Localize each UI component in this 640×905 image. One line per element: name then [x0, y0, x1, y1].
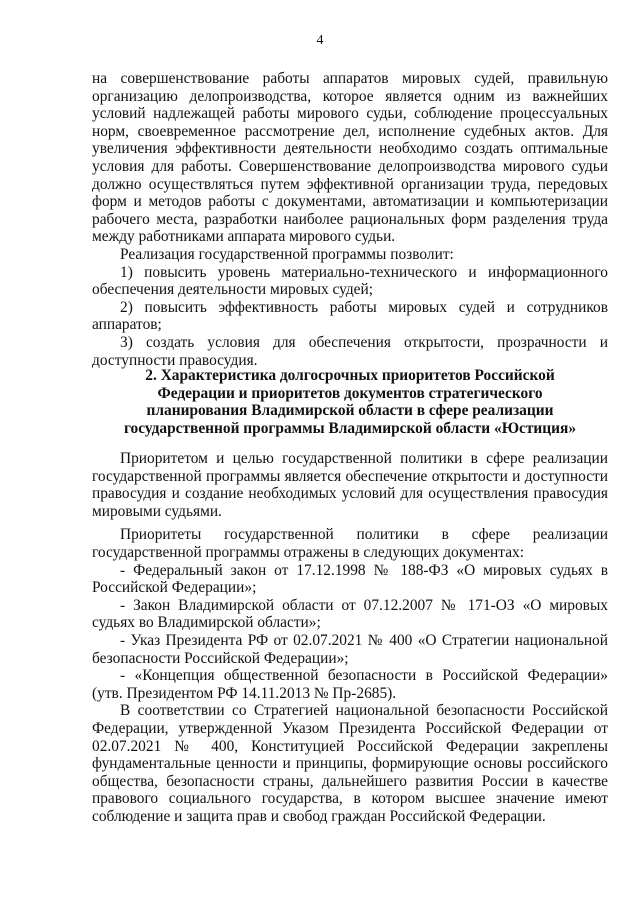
- text-block-upper: [92, 70, 608, 369]
- documents-intro: Приоритеты государственной политики в сфере реализации государственной программы отражены в следующих документах:: [92, 526, 608, 561]
- document-item-3: - Указ Президента РФ от 02.07.2021 № 400 «О Стратегии национальной безопасности Российской Федерации»;: [92, 631, 608, 667]
- program-intro: Реализация государственной программы позволит:: [120, 245, 454, 263]
- program-item-1: 1) повысить уровень материально-технического и информационного обеспечения деятельности мировых судей;: [92, 263, 608, 299]
- section-heading-line-2: Федерации и приоритетов документов стратегического: [157, 384, 543, 402]
- section-heading-line-4: государственной программы Владимирской области «Юстиция»: [123, 419, 577, 437]
- section-heading-line-1: 2. Характеристика долгосрочных приоритетов Российской: [145, 367, 555, 384]
- page-number: 4: [316, 33, 324, 48]
- document-item-4: - «Концепция общественной безопасности в Российской Федерации» (утв. Президентом РФ 14.11.2013 № Пр-2685).: [92, 667, 608, 702]
- priority-paragraph: Приоритетом и целью государственной политики в сфере реализации государственной программы является обеспечение открытости и доступности правосудия и создание необходимых условий для осуществления правосудия мировыми судьями.: [92, 450, 608, 520]
- section-heading: [92, 367, 608, 437]
- document-item-2: - Закон Владимирской области от 07.12.2007 № 171-ОЗ «О мировых судьях во Владимирской области»;: [92, 596, 608, 632]
- document-item-1: - Федеральный закон от 17.12.1998 № 188-ФЗ «О мировых судьях в Российской Федерации»;: [92, 561, 608, 597]
- continuation-paragraph: на совершенствование работы аппаратов мировых судей, правильную организацию делопроизводства, которое является одним из важнейших условий надлежащей работы мирового судьи, соблюдение процессуальных норм, своевременное рассмотрение дел, исполнение судебных актов. Для увеличения эффективности деятельности необходимо создать оптимальные условия для работы. Совершенствование делопроизводства мирового судьи должно осуществляться путем эффективной организации труда, передовых форм и методов работы с документами, автоматизации и компьютеризации рабочего места, разработки наиболее рациональных форм разделения труда между работниками аппарата мирового судьи.: [92, 70, 608, 246]
- strategy-paragraph: В соответствии со Стратегией национальной безопасности Российской Федерации, утвержденной Указом Президента Российской Федерации от 02.07.2021 № 400, Конституцией Российской Федерации закреплены фундаментальные ценности и принципы, формирующие основы российского общества, безопасности страны, дальнейшего развития России в качестве правового социального государства, в котором высшее значение имеют соблюдение и защита прав и свобод граждан Российской Федерации.: [92, 702, 608, 825]
- section-heading-line-3: планирования Владимирской области в сфере реализации: [146, 402, 554, 420]
- program-item-2: 2) повысить эффективность работы мировых судей и сотрудников аппаратов;: [92, 298, 608, 334]
- text-block-lower: [92, 450, 608, 825]
- program-item-3: 3) создать условия для обеспечения открытости, прозрачности и доступности правосудия.: [92, 333, 608, 369]
